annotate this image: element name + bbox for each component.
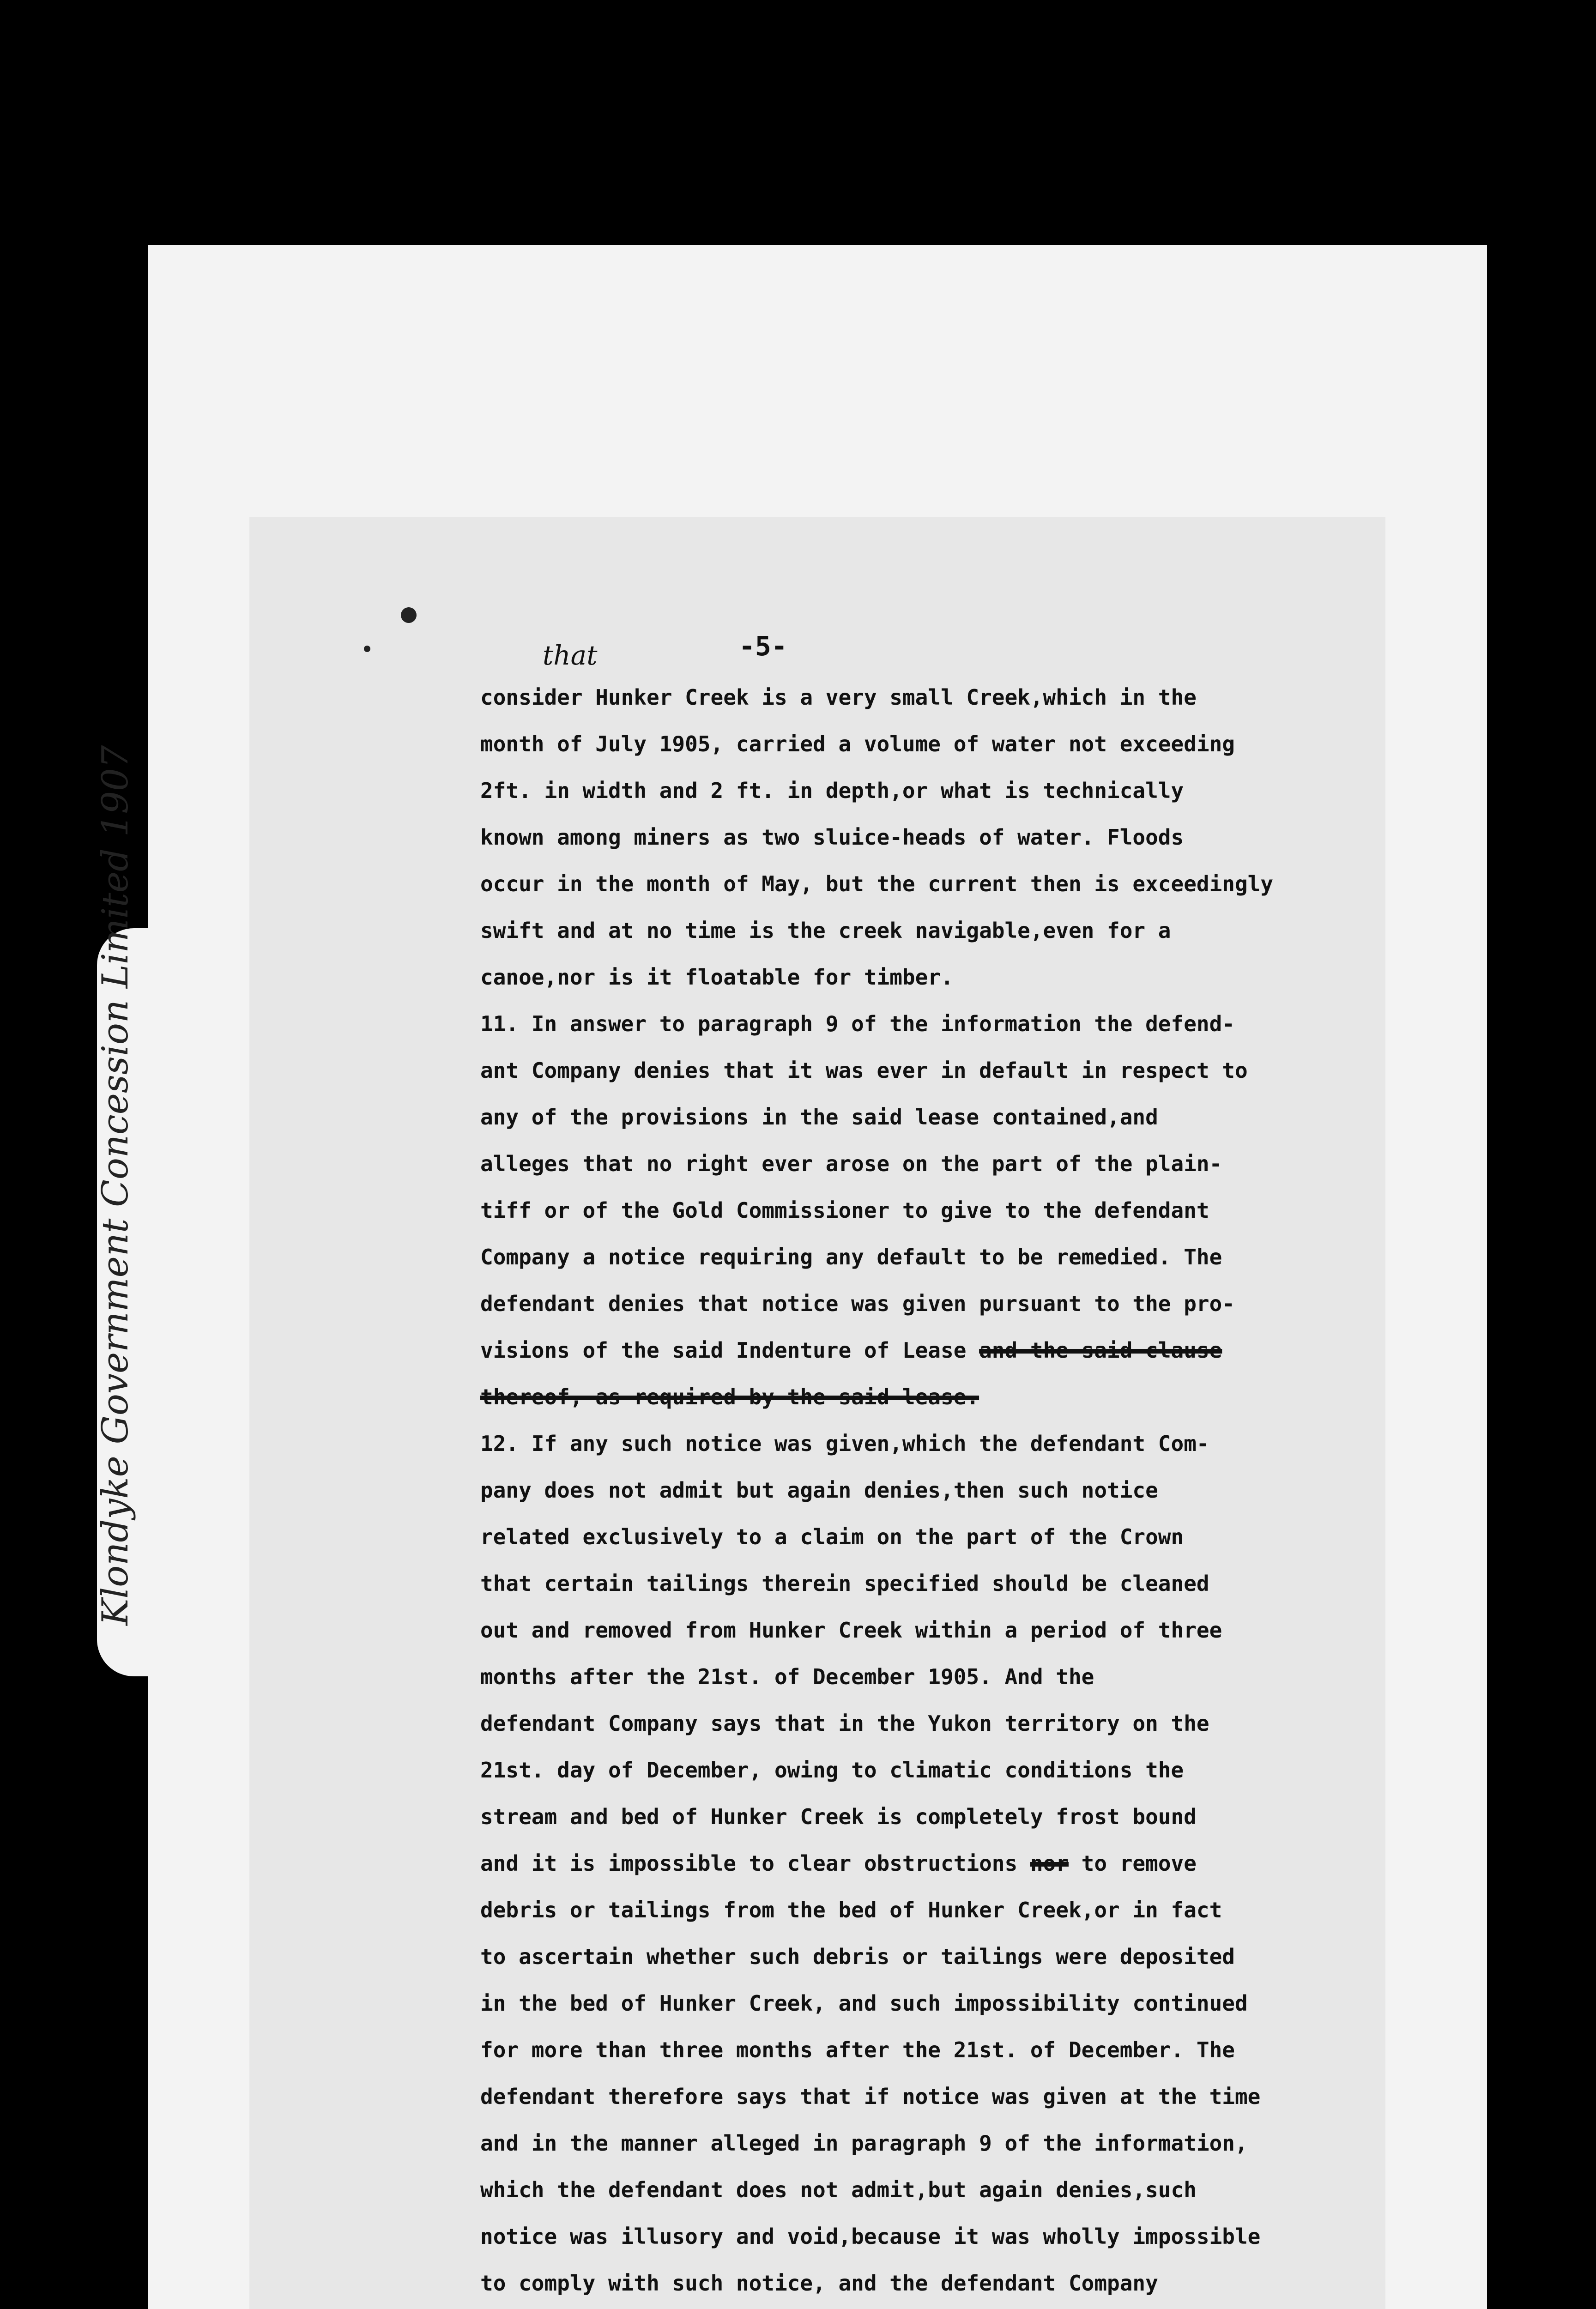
letter-line-text: visions of the said Indenture of Lease [480,1338,979,1363]
ink-spot [364,646,370,652]
letter-line [480,1840,1358,1887]
letter-line-text: Company a notice requiring any default to be remedied. The [480,1245,1222,1269]
letter-line-text: tiff or of the Gold Commissioner to give to the defendant [480,1198,1209,1223]
letter-line [480,1560,1358,1607]
letter-line [480,2213,1358,2260]
letter-line-text: to remove [1068,1851,1197,1876]
letter-line-text: pany does not admit but again denies,then such notice [480,1478,1158,1503]
letter-line-text: swift and at no time is the creek navigable,even for a [480,918,1171,943]
letter-line [480,907,1358,954]
letter-line [480,861,1358,907]
letter-line [480,2073,1358,2120]
letter-line [480,1887,1358,1934]
letter-line [480,1327,1358,1374]
letter-line-text: month of July 1905, carried a volume of water not exceeding [480,731,1235,756]
letter-line-text: to ascertain whether such debris or tailings were deposited [480,1944,1235,1969]
letter-line [480,1467,1358,1514]
letter-line [480,768,1358,814]
page-number: -5- [739,630,787,662]
letter-line [480,2120,1358,2167]
letter-line-text: out and removed from Hunker Creek within a period of three [480,1618,1222,1643]
letter-line [480,1420,1358,1467]
letter-line-text: for more than three months after the 21st. of December. The [480,2037,1235,2062]
letter-line [480,814,1358,861]
letter-line-text: 21st. day of December, owing to climatic conditions the [480,1758,1184,1783]
letter-line [480,2167,1358,2213]
letter-line [480,674,1358,721]
letter-line-text: 11. In answer to paragraph 9 of the information the defend- [480,1011,1235,1036]
letter-line-text: and in the manner alleged in paragraph 9 of the information, [480,2131,1248,2156]
letter-body [480,674,1358,2307]
letter-line [480,721,1358,768]
letter-line [480,1747,1358,1794]
letter-line-text: defendant Company says that in the Yukon territory on the [480,1711,1209,1736]
letter-line [480,1094,1358,1141]
letter-line [480,1607,1358,1654]
letter-line-text: which the defendant does not admit,but again denies,such [480,2177,1197,2202]
letter-line [480,1654,1358,1700]
letter-line [480,1281,1358,1327]
letter-line-text: in the bed of Hunker Creek, and such impossibility continued [480,1991,1248,2016]
ink-spot [401,607,417,623]
struck-text: and the said clause [979,1338,1222,1363]
letter-line [480,1514,1358,1560]
letter-line-text: defendant denies that notice was given pursuant to the pro- [480,1291,1235,1316]
folder-handwritten-label: Klondyke Government Concession Limited 1907 [95,745,136,1626]
letter-line [480,954,1358,1001]
letter-line-text: related exclusively to a claim on the part of the Crown [480,1524,1184,1549]
letter-line [480,1794,1358,1840]
letter-line-text: stream and bed of Hunker Creek is completely frost bound [480,1804,1197,1829]
letter-line [480,1047,1358,1094]
letter-line-text: months after the 21st. of December 1905. And the [480,1664,1094,1689]
letter-line [480,1234,1358,1281]
letter-line-text: canoe,nor is it floatable for timber. [480,965,954,990]
letter-line-text: to comply with such notice, and the defendant Company [480,2271,1158,2296]
struck-text: nor [1030,1851,1069,1876]
letter-line-text: that certain tailings therein specified should be cleaned [480,1571,1209,1596]
letter-line-text: occur in the month of May, but the current then is exceedingly [480,871,1274,896]
letter-line [480,1141,1358,1187]
letter-line [480,2260,1358,2307]
letter-line-text: debris or tailings from the bed of Hunker Creek,or in fact [480,1898,1222,1922]
letter-line-text: known among miners as two sluice-heads of water. Floods [480,825,1184,850]
letter-line-text: 2ft. in width and 2 ft. in depth,or what is technically [480,778,1184,803]
letter-line [480,2027,1358,2073]
struck-text: thereof, as required by the said lease. [480,1384,979,1409]
letter-line-text: alleges that no right ever arose on the part of the plain- [480,1151,1222,1176]
letter-line [480,1374,1358,1420]
letter-line [480,1700,1358,1747]
handwritten-insertion: that [543,640,598,671]
letter-line [480,1934,1358,1980]
letter-line-text: ant Company denies that it was ever in default in respect to [480,1058,1248,1083]
letter-line-text: notice was illusory and void,because it was wholly impossible [480,2224,1261,2249]
letter-line [480,1001,1358,1047]
letter-line-text: defendant therefore says that if notice was given at the time [480,2084,1261,2109]
letter-line-text: 12. If any such notice was given,which the defendant Com- [480,1431,1209,1456]
letter-line-text: any of the provisions in the said lease contained,and [480,1105,1158,1130]
letter-line-text: consider Hunker Creek is a very small Creek,which in the [480,685,1197,710]
letter-line [480,1980,1358,2027]
letter-line-text: and it is impossible to clear obstructions [480,1851,1030,1876]
letter-line [480,1187,1358,1234]
